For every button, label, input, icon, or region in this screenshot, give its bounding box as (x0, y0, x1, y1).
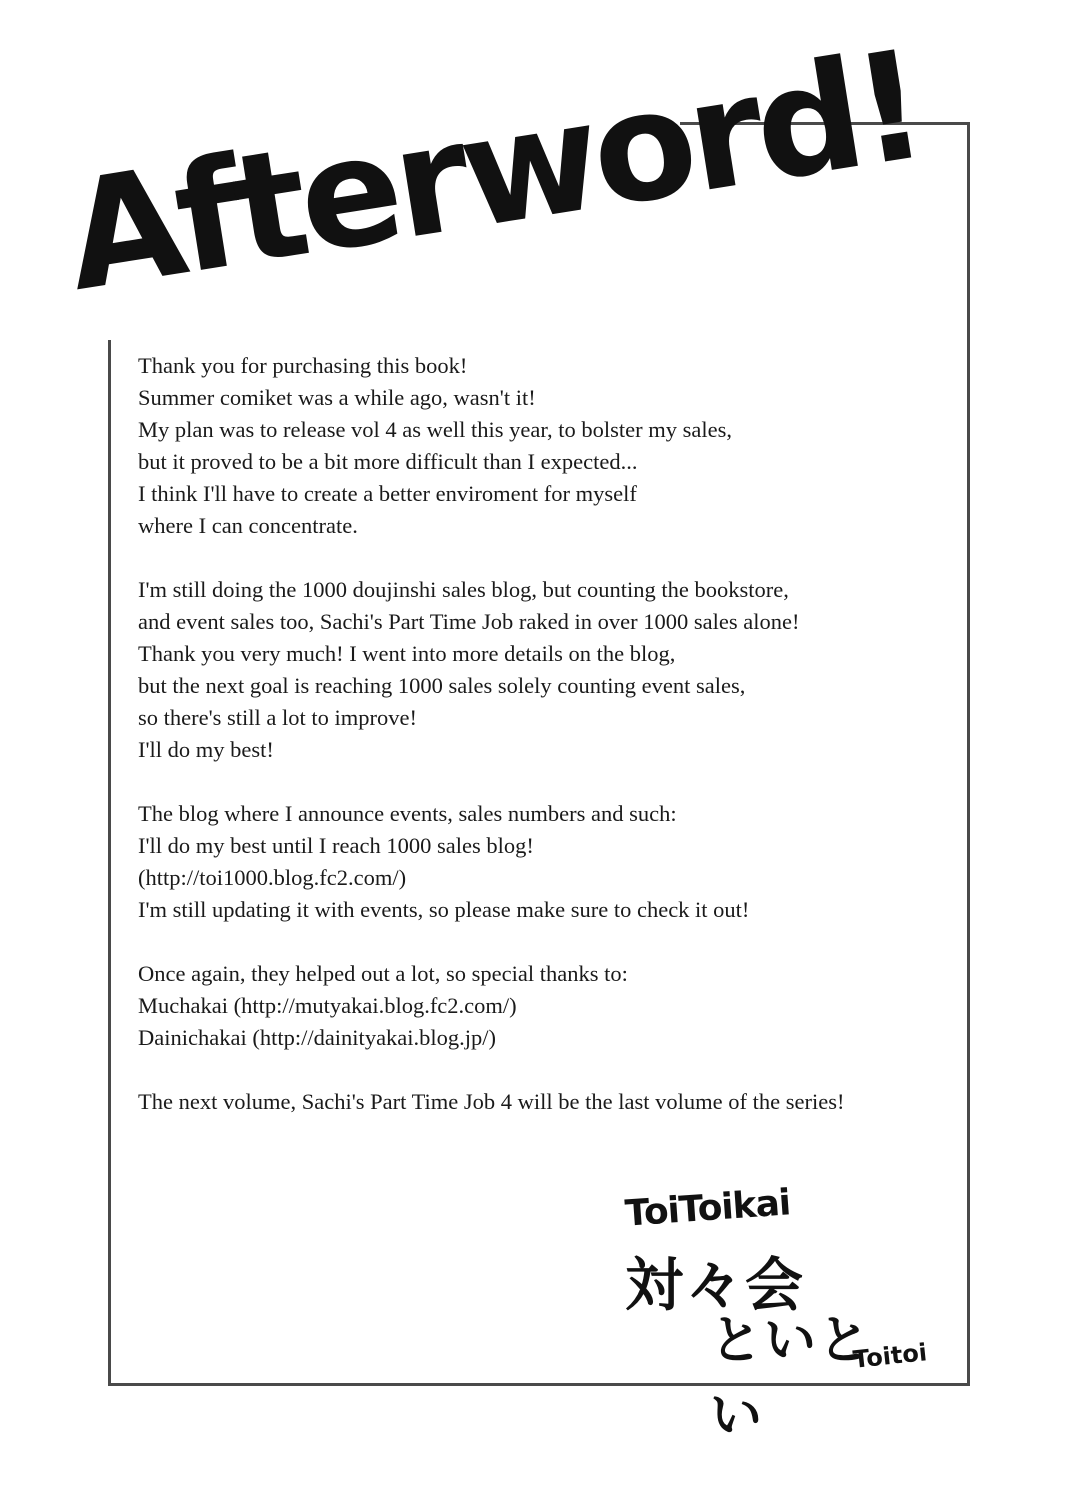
text-line: I'll do my best until I reach 1000 sales blog! (138, 833, 534, 858)
text-line: Thank you for purchasing this book! (138, 353, 468, 378)
text-line: I think I'll have to create a better enviroment for myself (138, 481, 637, 506)
text-line: The blog where I announce events, sales numbers and such: (138, 801, 677, 826)
text-line: but the next goal is reaching 1000 sales solely counting event sales, (138, 673, 746, 698)
signature-kanji: 対々会 (625, 1251, 806, 1319)
text-line: Summer comiket was a while ago, wasn't it! (138, 385, 536, 410)
text-line: where I can concentrate. (138, 513, 358, 538)
text-line: I'll do my best! (138, 737, 274, 762)
text-line: I'm still updating it with events, so please make sure to check it out! (138, 897, 750, 922)
text-line: Thank you very much! I went into more details on the blog, (138, 641, 676, 666)
text-line: Once again, they helped out a lot, so special thanks to: (138, 961, 628, 986)
signature (615, 1180, 929, 1446)
thanks-muchakai: Muchakai (http://mutyakai.blog.fc2.com/) (138, 993, 517, 1018)
paragraph (138, 958, 948, 1054)
afterword-body (138, 350, 948, 1150)
text-line: My plan was to release vol 4 as well this year, to bolster my sales, (138, 417, 732, 442)
page-title: Afterword! (54, 18, 932, 326)
paragraph (138, 798, 948, 926)
paragraph (138, 350, 948, 542)
signature-kana: といとい (710, 1311, 873, 1446)
text-line: but it proved to be a bit more difficult than I expected... (138, 449, 638, 474)
text-line: so there's still a lot to improve! (138, 705, 418, 730)
blog-url: (http://toi1000.blog.fc2.com/) (138, 865, 407, 890)
text-line: I'm still doing the 1000 doujinshi sales blog, but counting the bookstore, (138, 577, 789, 602)
paragraph (138, 1086, 948, 1118)
text-line: The next volume, Sachi's Part Time Job 4 will be the last volume of the series! (138, 1089, 845, 1114)
thanks-dainichakai: Dainichakai (http://dainityakai.blog.jp/) (138, 1025, 497, 1050)
text-line: and event sales too, Sachi's Part Time Job raked in over 1000 sales alone! (138, 609, 800, 634)
signature-romaji: ToiToikai (623, 1182, 792, 1235)
signature-small: Toitoi (851, 1338, 929, 1374)
paragraph (138, 574, 948, 766)
